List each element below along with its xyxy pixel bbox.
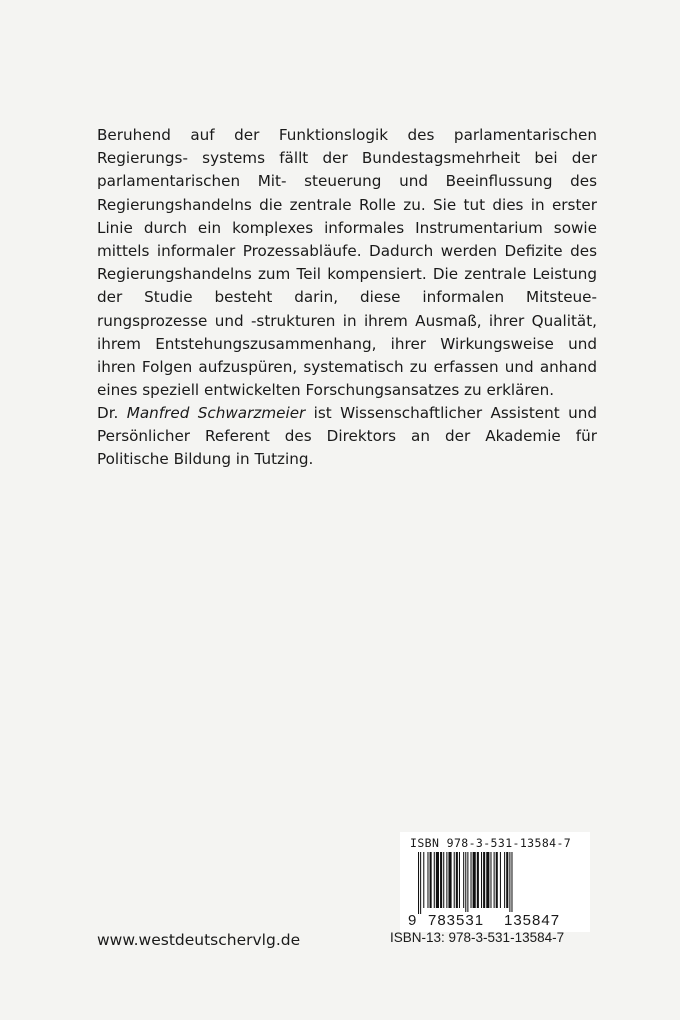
barcode-stripe (440, 852, 442, 908)
blurb-line: werden Defizite des Regierungshandelns zum Teil kompensiert. Die (97, 242, 598, 284)
blurb-line: Instrumentarium sowie mittels informaler Prozessabläufe. Dadurch (97, 218, 597, 261)
barcode-stripe (490, 852, 491, 908)
barcode-stripe (459, 852, 460, 908)
barcode-stripe (481, 852, 482, 908)
barcode-stripe (443, 852, 444, 908)
barcode-right-digits: 135847 (504, 912, 561, 929)
blurb-line: Beruhend auf der Funktionslogik des parlamentarischen Regierungs- (97, 126, 597, 168)
blurb-line: aufzuspüren, systematisch zu erfassen und anhand eines speziell (97, 358, 597, 400)
blurb-line: zentrale Leistung der Studie besteht darin, diese informalen Mitsteue- (97, 265, 597, 307)
barcode-stripe (504, 852, 505, 908)
author-name: Manfred Schwarzmeier (126, 404, 306, 422)
blurb-line: Entstehungszusammenhang, ihrer Wirkungsweise und ihren Folgen (97, 334, 597, 377)
barcode-stripe (509, 852, 510, 914)
barcode-stripe (506, 852, 508, 908)
barcode-stripe (436, 852, 439, 908)
author-bio (97, 402, 597, 472)
barcode-stripe (456, 852, 458, 908)
bio-line: Bildung in Tutzing. (173, 450, 314, 469)
barcode-left-digits: 783531 (428, 912, 485, 929)
barcode-stripe (477, 852, 479, 908)
barcode-stripe (465, 852, 466, 914)
blurb-line: Rolle zu. Sie tut dies in erster Linie durch ein komplexes informales (97, 195, 597, 237)
blurb-line: systems fällt der Bundestagsmehrheit bei der parlamentarischen Mit- (97, 149, 598, 191)
bio-line: ist Wissenschaftlicher Assistent und (305, 404, 597, 422)
barcode-stripe (500, 852, 501, 908)
bio-line: Persönlicher Referent des Direktors an der Akademie für Politische (97, 427, 597, 469)
blurb-line: entwickelten Forschungsansatzes zu erklären. (203, 381, 555, 400)
barcode-stripe (430, 852, 432, 908)
publisher-website: www.westdeutschervlg.de (97, 931, 301, 949)
blurb-line: rungsprozesse und -strukturen in ihrem Ausmaß, ihrer Qualität, ihrem (97, 311, 597, 353)
barcode-stripe (446, 852, 447, 908)
blurb-line: steuerung und Beeinflussung des Regierungshandelns die zentrale (97, 172, 597, 214)
barcode-stripe (511, 852, 512, 914)
barcode-stripe (473, 852, 476, 908)
barcode-stripe (486, 852, 489, 908)
barcode (400, 832, 590, 932)
barcode-stripe (467, 852, 468, 914)
barcode-stripe (471, 852, 472, 908)
barcode-stripe (454, 852, 455, 908)
barcode-bars (418, 852, 576, 914)
barcode-stripe (483, 852, 485, 908)
bio-prefix: Dr. (97, 404, 127, 422)
barcode-stripe (494, 852, 495, 908)
barcode-stripe (496, 852, 498, 908)
barcode-isbn-label: ISBN 978-3-531-13584-7 (410, 836, 572, 850)
barcode-stripe (418, 852, 419, 914)
barcode-stripe (463, 852, 464, 908)
barcode-stripe (420, 852, 421, 914)
blurb-text (97, 124, 597, 402)
barcode-stripe (448, 852, 451, 908)
barcode-stripe (423, 852, 424, 908)
isbn-13: ISBN-13: 978-3-531-13584-7 (390, 930, 565, 945)
barcode-first-digit: 9 (408, 912, 417, 929)
barcode-stripe (434, 852, 435, 908)
barcode-stripe (427, 852, 428, 908)
